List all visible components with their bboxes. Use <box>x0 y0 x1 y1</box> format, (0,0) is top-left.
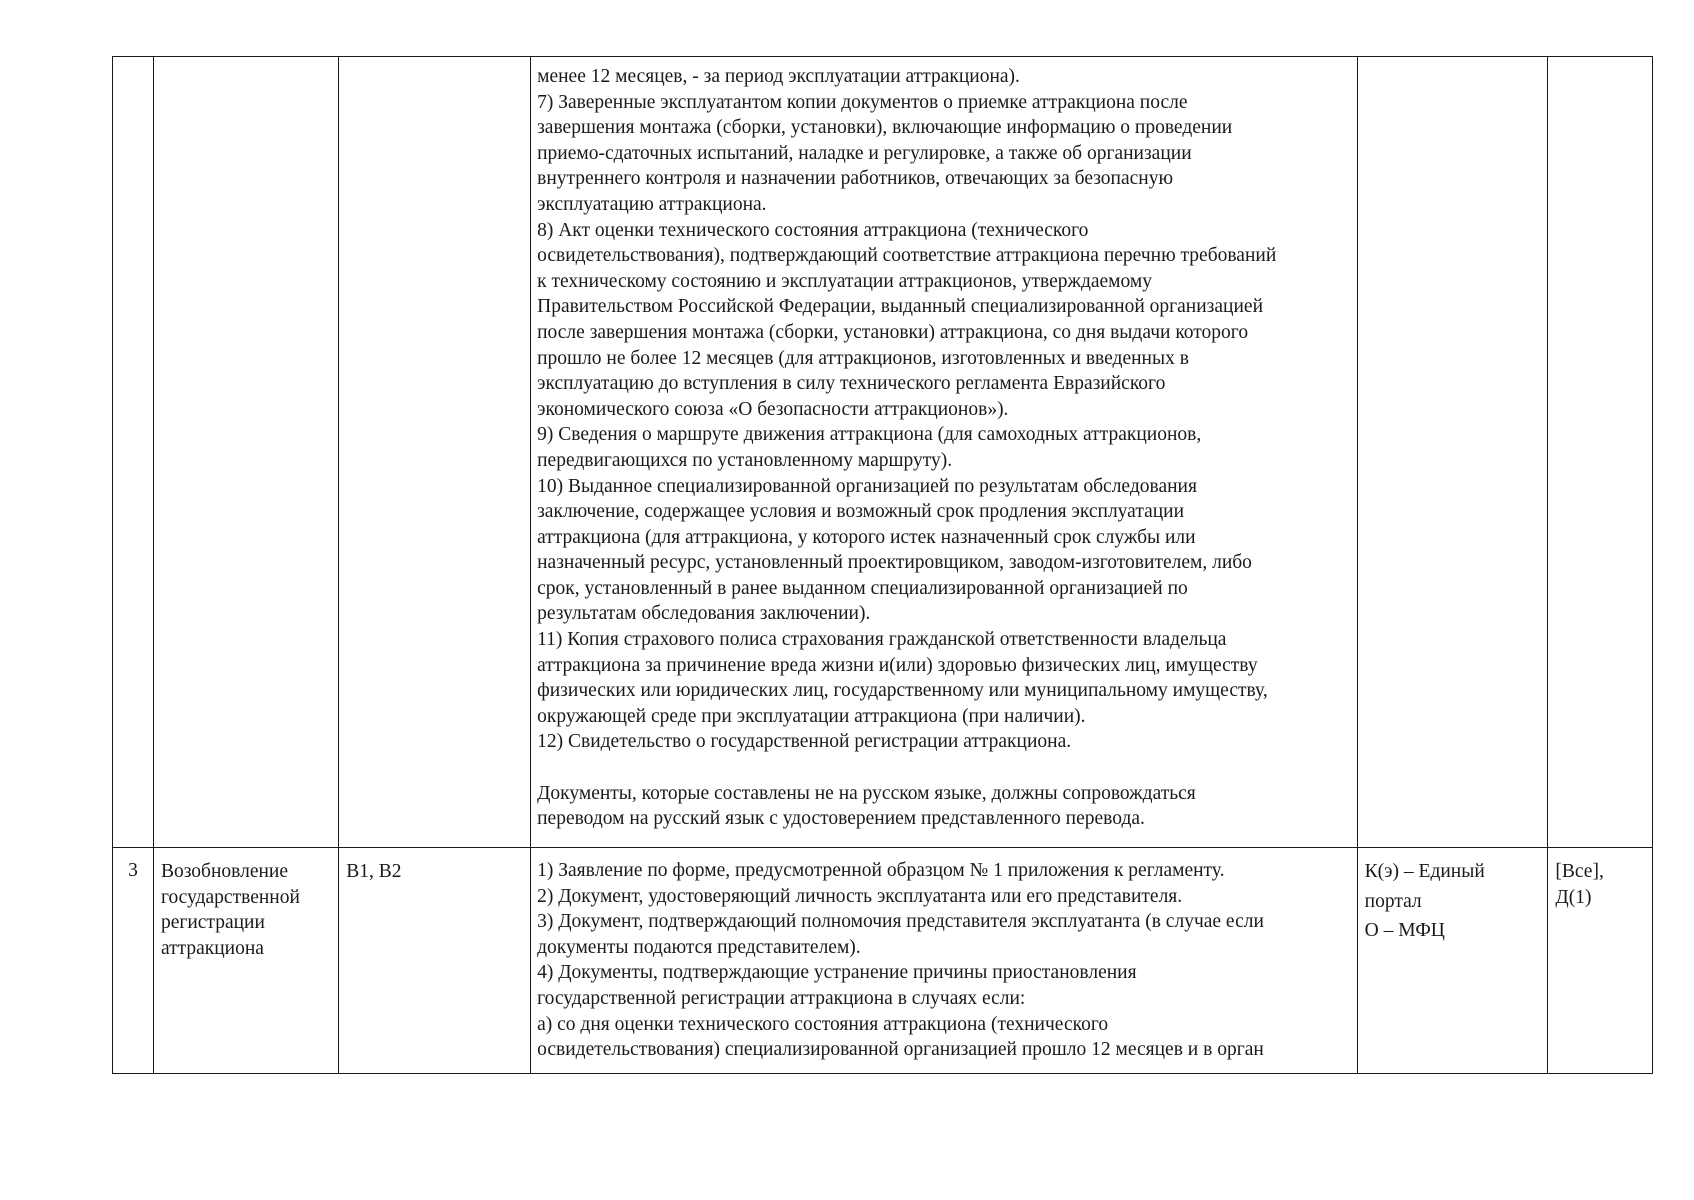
channels-cell <box>1357 848 1548 1074</box>
document-line: после завершения монтажа (сборки, установки) аттракциона, со дня выдачи которого <box>537 321 1249 343</box>
document-line: 10) Выданное специализированной организацией по результатам обследования <box>537 475 1197 497</box>
document-line: аттракциона за причинение вреда жизни и(или) здоровью физических лиц, имуществу <box>537 654 1258 676</box>
table-row-3 <box>113 848 1653 1074</box>
document-line: а) со дня оценки технического состояния аттракциона (технического <box>537 1013 1109 1035</box>
document-line: экономического союза «О безопасности аттракционов»). <box>537 398 1009 420</box>
document-line: освидетельствования), подтверждающий соответствие аттракциона перечню требований <box>537 245 1277 267</box>
document-line: 3) Документ, подтверждающий полномочия представителя эксплуатанта (в случае если <box>537 911 1264 933</box>
document-line: менее 12 месяцев, - за период эксплуатации аттракциона). <box>537 66 1020 87</box>
row-number: 3 <box>128 860 138 881</box>
channels-cell <box>1357 57 1548 848</box>
document-line: внутреннего контроля и назначении работников, отвечающих за безопасную <box>537 168 1174 190</box>
document-line: приемо-сдаточных испытаний, наладке и регулировке, а также об организации <box>537 142 1192 164</box>
documents-list <box>537 64 1350 755</box>
documents-list <box>531 848 1357 1063</box>
level-line: [Все], <box>1555 861 1604 882</box>
documents-cell <box>531 57 1358 848</box>
service-name-line: аттракциона <box>160 937 264 959</box>
requirements-table <box>112 56 1653 1074</box>
document-line: 7) Заверенные эксплуатантом копии документов о приемке аттракциона после <box>537 91 1188 113</box>
service-name-line: регистрации <box>160 912 265 934</box>
document-line: 9) Сведения о маршруте движения аттракциона (для самоходных аттракционов, <box>537 424 1202 446</box>
paragraph-spacer <box>537 755 1350 781</box>
documents-cell <box>531 848 1358 1074</box>
document-line: 8) Акт оценки технического состояния аттракциона (технического <box>537 219 1089 241</box>
document-line: Правительством Российской Федерации, выданный специализированной организацией <box>537 296 1263 318</box>
document-line: 1) Заявление по форме, предусмотренной образцом № 1 приложения к регламенту. <box>537 860 1225 881</box>
document-line: 11) Копия страхового полиса страхования гражданской ответственности владельца <box>537 629 1227 651</box>
document-line: окружающей среде при эксплуатации аттракциона (при наличии). <box>537 705 1086 727</box>
document-line: срок, установленный в ранее выданном специализированной организацией по <box>537 577 1188 599</box>
document-line: завершения монтажа (сборки, установки), включающие информацию о проведении <box>537 117 1233 139</box>
document-line: эксплуатацию до вступления в силу технического регламента Евразийского <box>537 373 1166 395</box>
document-line: эксплуатацию аттракциона. <box>537 193 767 215</box>
document-line: документы подаются представителем). <box>537 936 861 958</box>
row-number-cell <box>113 848 154 1074</box>
channel-line: О – МФЦ <box>1364 920 1445 942</box>
applicant-codes: В1, В2 <box>346 861 402 882</box>
document-line: аттракциона (для аттракциона, у которого истек назначенный срок службы или <box>537 526 1196 548</box>
table-row-continuation <box>113 57 1653 848</box>
document-line: передвигающихся по установленному маршруту). <box>537 449 953 471</box>
document-line: прошло не более 12 месяцев (для аттракционов, изготовленных и введенных в <box>537 347 1189 369</box>
document-line: 4) Документы, подтверждающие устранение причины приостановления <box>537 962 1137 984</box>
levels-cell <box>1548 848 1653 1074</box>
service-name-line: Возобновление <box>160 861 289 882</box>
service-cell <box>153 848 338 1074</box>
document-line: заключение, содержащее условия и возможный срок продления эксплуатации <box>537 501 1185 523</box>
document-line: физических или юридических лиц, государственному или муниципальному имуществу, <box>537 680 1268 702</box>
service-cell <box>153 57 338 848</box>
levels-cell <box>1548 57 1653 848</box>
note-line: Документы, которые составлены не на русском языке, должны сопровождаться <box>537 782 1196 804</box>
applicants-cell <box>339 848 531 1074</box>
document-line: результатам обследования заключении). <box>537 603 871 625</box>
document-line: назначенный ресурс, установленный проектировщиком, заводом-изготовителем, либо <box>537 552 1252 574</box>
level-line: Д(1) <box>1555 886 1592 908</box>
note-line: переводом на русский язык с удостоверением представленного перевода. <box>537 808 1145 830</box>
service-name-line: государственной <box>160 886 300 908</box>
channel-line: портал <box>1364 890 1422 912</box>
channel-line: К(э) – Единый <box>1364 861 1485 882</box>
document-line: государственной регистрации аттракциона в случаях если: <box>537 987 1026 1009</box>
translation-note <box>537 781 1350 832</box>
document-line: 12) Свидетельство о государственной регистрации аттракциона. <box>537 731 1072 753</box>
document-line: освидетельствования) специализированной организацией прошло 12 месяцев и в орган <box>537 1039 1264 1061</box>
document-line: 2) Документ, удостоверяющий личность эксплуатанта или его представителя. <box>537 885 1183 907</box>
document-line: к техническому состоянию и эксплуатации аттракционов, утверждаемому <box>537 270 1152 292</box>
applicants-cell <box>339 57 531 848</box>
row-number-cell <box>113 57 154 848</box>
